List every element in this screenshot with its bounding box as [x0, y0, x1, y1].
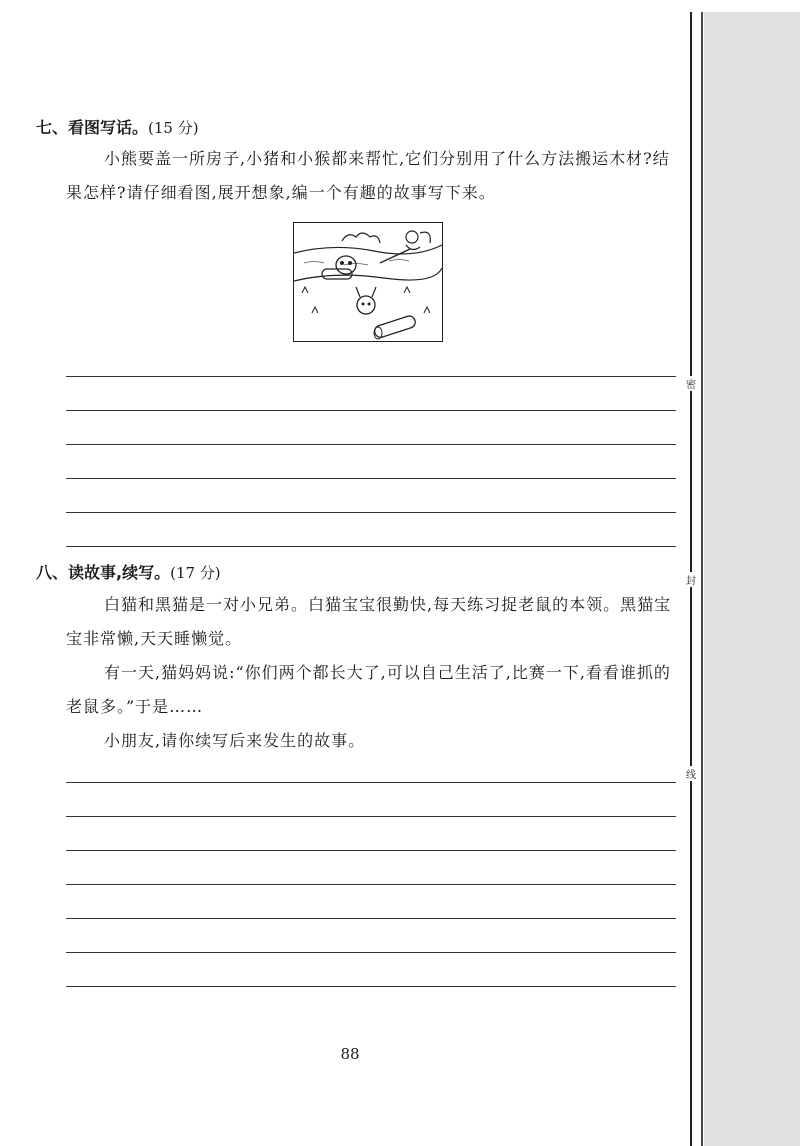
writing-line[interactable]: [66, 410, 676, 411]
section7-points: (15 分): [148, 119, 199, 137]
margin-label-feng: 封: [682, 572, 700, 587]
writing-line[interactable]: [66, 850, 676, 851]
section7-title: 七、看图写话。: [36, 118, 149, 137]
section8-paragraph-3: 小朋友,请你续写后来发生的故事。: [104, 731, 366, 750]
section8-title: 八、读故事,续写。: [36, 563, 171, 582]
margin-label-xian: 线: [682, 766, 700, 781]
section8-heading: [36, 560, 221, 583]
story-illustration: [293, 222, 443, 342]
writing-line[interactable]: [66, 952, 676, 953]
writing-line[interactable]: [66, 782, 676, 783]
page-number: 88: [340, 1045, 360, 1063]
writing-line[interactable]: [66, 478, 676, 479]
margin-label-mi: 密: [682, 376, 700, 391]
binding-margin: [704, 12, 800, 1146]
writing-line[interactable]: [66, 512, 676, 513]
section7-heading: [36, 115, 199, 138]
section8-paragraph-1: 白猫和黑猫是一对小兄弟。白猫宝宝很勤快,每天练习捉老鼠的本领。黑猫宝宝非常懒,天天睡懒觉。: [66, 595, 672, 648]
writing-line[interactable]: [66, 376, 676, 377]
section8-paragraph-2: 有一天,猫妈妈说:“你们两个都长大了,可以自己生活了,比赛一下,看看谁抓的老鼠多。”于是……: [66, 663, 671, 716]
binding-line-outer: [701, 12, 703, 1146]
writing-line[interactable]: [66, 816, 676, 817]
writing-line[interactable]: [66, 444, 676, 445]
writing-line[interactable]: [66, 918, 676, 919]
section7-prompt: 小熊要盖一所房子,小猪和小猴都来帮忙,它们分别用了什么方法搬运木材?结果怎样?请仔细看图,展开想象,编一个有趣的故事写下来。: [66, 149, 670, 202]
writing-line[interactable]: [66, 884, 676, 885]
section8-points: (17 分): [170, 564, 221, 582]
writing-line[interactable]: [66, 986, 676, 987]
illustration-drawing: [294, 223, 442, 341]
writing-line[interactable]: [66, 546, 676, 547]
